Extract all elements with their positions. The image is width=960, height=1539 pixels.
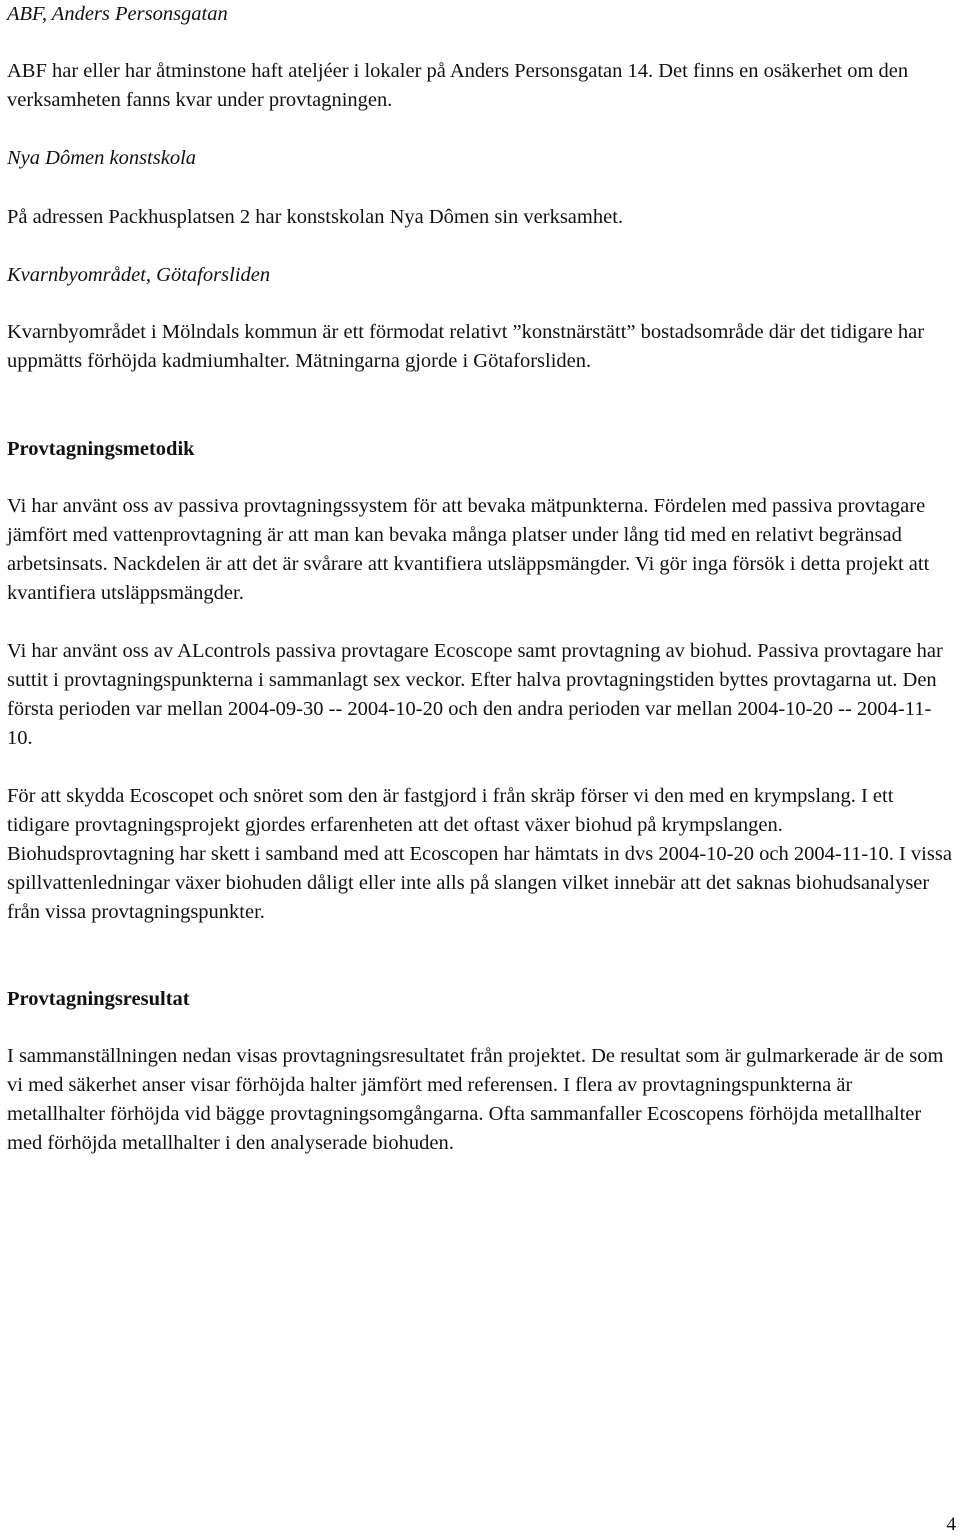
section-text-kvarnby: Kvarnbyområdet i Mölndals kommun är ett förmodat relativt ”konstnärstätt” bostadsområde där det tidigare har uppmätts förhöjda kadmiumhalter. Mätningarna gjorde i Götaforsliden.	[7, 321, 925, 372]
section-text-nya-domen: På adressen Packhusplatsen 2 har konstskolan Nya Dômen sin verksamhet.	[7, 206, 624, 228]
heading-provtagningsresultat: Provtagningsresultat	[7, 988, 190, 1010]
page-number: 4	[946, 1514, 956, 1535]
metodik-paragraph-1: Vi har använt oss av passiva provtagningssystem för att bevaka mätpunkterna. Fördelen med passiva provtagare jämfört med vattenprovtagning är att man kan bevaka många platser under lång tid med en relativt begränsad arbetsinsats. Nackdelen är att det är svårare att kvantifiera utsläppsmängder. Vi gör inga försök i detta projekt att kvantifiera utsläppsmängder.	[7, 495, 930, 604]
section-text-abf: ABF har eller har åtminstone haft ateljéer i lokaler på Anders Personsgatan 14. Det finns en osäkerhet om den verksamheten fanns kvar under provtagningen.	[7, 60, 909, 111]
resultat-paragraph: I sammanställningen nedan visas provtagningsresultatet från projektet. De resultat som är gulmarkerade är de som vi med säkerhet anser visar förhöjda halter jämfört med referensen. I flera av provtagningspunkterna är metallhalter förhöjda vid bägge provtagningsomgångarna. Ofta sammanfaller Ecoscopens förhöjda metallhalter med förhöjda metallhalter i den analyserade biohuden.	[7, 1045, 944, 1154]
section-title-kvarnby: Kvarnbyområdet, Götaforsliden	[7, 264, 271, 286]
metodik-paragraph-2: Vi har använt oss av ALcontrols passiva provtagare Ecoscope samt provtagning av biohud. Passiva provtagare har suttit i provtagningspunkterna i sammanlagt sex veckor. Efter halva provtagningstiden byttes provtagarna ut. Den första perioden var mellan 2004-09-30 -- 2004-10-20 och den andra perioden var mellan 2004-10-20 -- 2004-11-10.	[7, 640, 943, 749]
section-title-nya-domen: Nya Dômen konstskola	[7, 147, 197, 169]
section-title-abf: ABF, Anders Personsgatan	[7, 3, 228, 25]
metodik-paragraph-3: För att skydda Ecoscopet och snöret som den är fastgjord i från skräp förser vi den med en krympslang. I ett tidigare provtagningsprojekt gjordes erfarenheten att det oftast växer biohud på krympslangen. Biohudsprovtagning har skett i samband med att Ecoscopen har hämtats in dvs 2004-10-20 och 2004-11-10. I vissa spillvattenledningar växer biohuden dåligt eller inte alls på slangen vilket innebär att det saknas biohudsanalyser från vissa provtagningspunkter.	[7, 785, 952, 923]
heading-provtagningsmetodik: Provtagningsmetodik	[7, 438, 195, 460]
